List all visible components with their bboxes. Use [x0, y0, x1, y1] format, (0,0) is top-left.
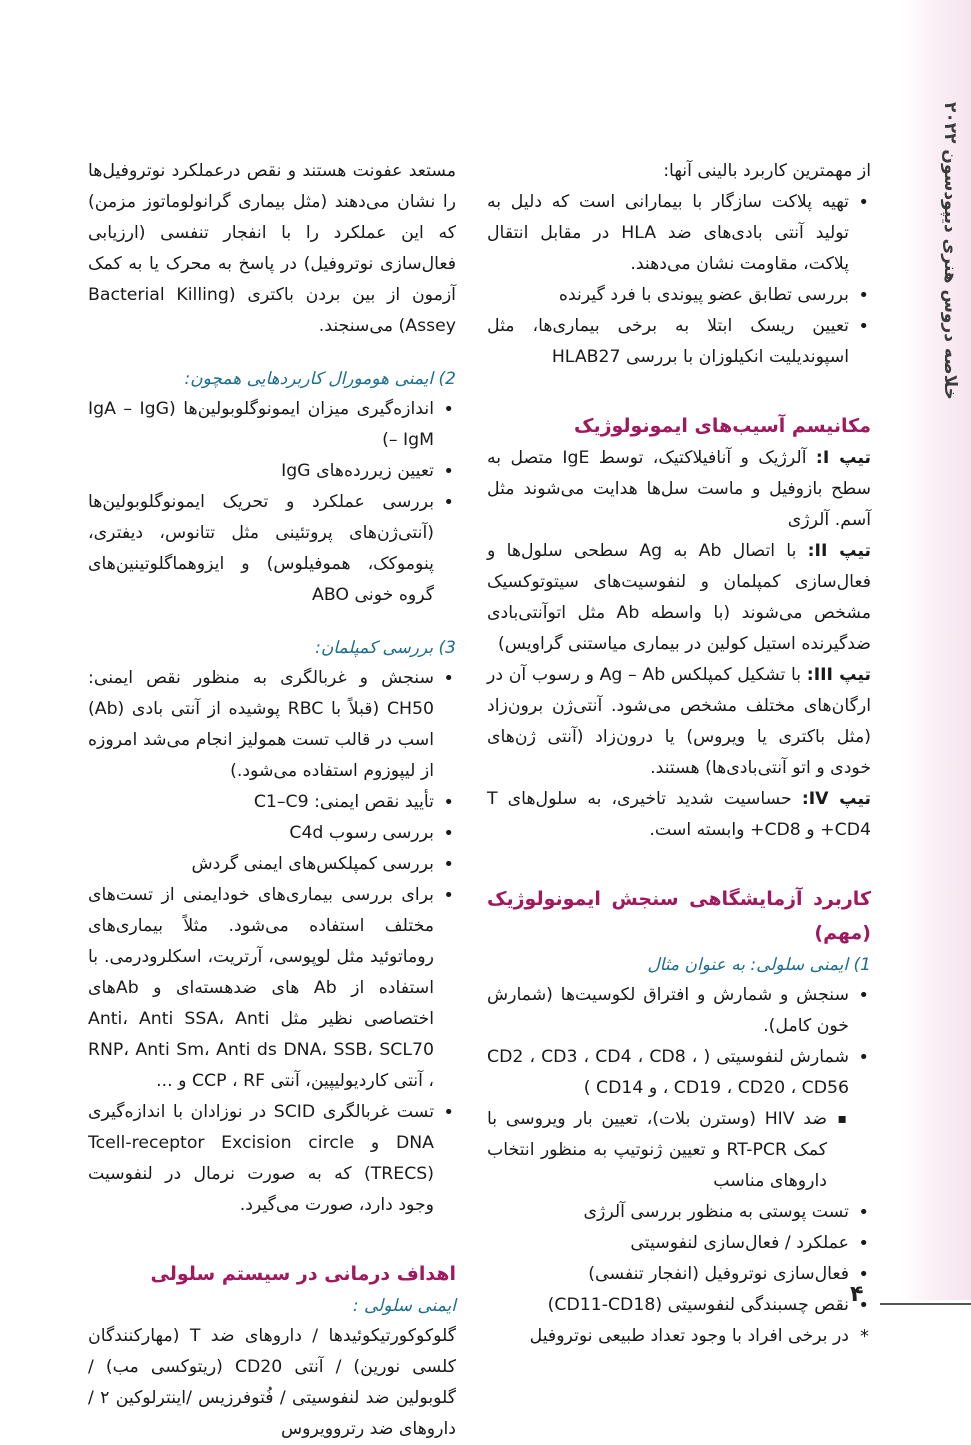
list-item: • اندازه‌گیری میزان ایمونوگلوبولین‌ها (IgA – IgG – IgM) [88, 394, 434, 456]
subheading-therapy: ایمنی سلولی : [352, 1296, 456, 1316]
type-text: آلرژیک و آنافیلاکتیک، توسط IgE متصل به سطح بازوفیل و ماست سل‌ها هدایت می‌شوند مثل آسم. آلرژی [487, 448, 871, 530]
list-item: * در برخی افراد با وجود تعداد طبیعی نوتروفیل [487, 1321, 849, 1352]
type-text: با اتصال Ab به Ag سطحی سلول‌ها و فعال‌سازی کمپلمان و لنفوسیت‌های سیتوتوکسیک مشخص می‌شوند (با واسطه Ab مثل اتوآنتی‌بادی ضدگیرنده استیل کولین در بیماری میاستنی گراویس) [487, 541, 871, 654]
therapy-text: گلوکوکورتیکوئیدها / داروهای ضد T (مهارکنندگان کلسی نورین) / آنتی CD20 (ریتوکسی مب) / گلوبولین ضد لنفوسیتی / فُتوفرزیس /اینترلوکین ۲ / داروهای ضد رتروویروس [88, 1326, 457, 1439]
list-item: • تست غربالگری SCID در نوزادان با اندازه‌گیری DNA و Tcell-receptor Excision circle (TRECS) که به صورت نرمال در لنفوسیت وجود دارد، صورت می‌گیرد. [88, 1097, 434, 1221]
running-title: خلاصه دروس هنری دیپودسون ۲۰۲۲ [940, 102, 960, 400]
list-item: • برای بررسی بیماری‌های خودایمنی از تست‌های مختلف استفاده می‌شود. مثلاً بیماری‌های روماتوئید مثل لوپوسی، آرتریت، اسکلرودرمی. با استفاده از Ab های ضدهسته‌ای و Abهای اختصاصی نظیر مثل Anti، Anti SSA، Anti RNP، Anti Sm، Anti ds DNA، SSB، SCL70 ، آنتی کاردیولیپین، آنتی CCP ، RF و ... [88, 880, 434, 1097]
cellular-list [487, 980, 871, 1104]
list-item: • عملکرد / فعال‌سازی لنفوسیتی [487, 1228, 849, 1259]
list-item: • تهیه پلاکت سازگار با بیمارانی است که دلیل به تولید آنتی بادی‌های ضد HLA در مقابل انتقال پلاکت، مقاومت نشان می‌دهند. [487, 187, 849, 280]
type-paragraph [487, 536, 871, 660]
subheading-complement: 3) بررسی کمپلمان: [315, 638, 456, 658]
type-text: حساسیت شدید تاخیری، به سلول‌های T CD4+ و CD8+ وابسته است. [487, 789, 871, 840]
subheading-humoral: 2) ایمنی هومورال کاربردهایی همچون: [184, 369, 456, 389]
list-item: • تعیین زیررده‌های IgG [88, 456, 434, 487]
list-item: • شمارش لنفوسیتی ( CD2 ، CD3 ، CD4 ، CD8 ، CD19 ، CD20 ، CD56 ، و CD14 ) [487, 1042, 849, 1104]
right-column [487, 156, 871, 1352]
list-item: • فعال‌سازی نوتروفیل (انفجار تنفسی) [487, 1259, 849, 1290]
intro-text: از مهمترین کاربرد بالینی آنها: [663, 161, 871, 181]
type-paragraph [487, 660, 871, 784]
footer-rule [880, 1303, 971, 1305]
list-item: • بررسی تطابق عضو پیوندی با فرد گیرنده [487, 280, 849, 311]
list-item: • بررسی عملکرد و تحریک ایمونوگلوبولین‌ها (آنتی‌ژن‌های پروتئینی مثل تتانوس، دیفتری، پنوموکک، هموفیلوس) و ایزوهماگلوتینین‌های گروه خونی ABO [88, 487, 434, 611]
type-paragraph [487, 784, 871, 846]
list-item: • تست پوستی به منظور بررسی آلرژی [487, 1197, 849, 1228]
type-tag: تیپ I: [815, 448, 872, 468]
list-item: • تأیید نقص ایمنی: C1–C9 [88, 787, 434, 818]
list-item: ▪ ضد HIV (وسترن بلات)، تعیین بار ویروسی با کمک RT-PCR و تعیین ژنوتیپ به منظور انتخاب داروهای مناسب [487, 1104, 827, 1197]
section-heading-therapy: اهداف درمانی در سیستم سلولی [150, 1263, 456, 1285]
hiv-list [487, 1104, 871, 1197]
humoral-list [88, 394, 456, 611]
list-item: • بررسی رسوب C4d [88, 818, 434, 849]
type-text: با تشکیل کمپلکس Ag – Ab و رسوب آن در ارگان‌های مختلف مشخص می‌شود. آنتی‌ژن برون‌زاد (مثل باکتری یا ویروس) یا درون‌زاد (آنتی ژن‌های خودی و اتو آنتی‌بادی‌ها) هستند. [487, 665, 871, 778]
page-number: ۴ [850, 1282, 864, 1307]
list-item: • سنجش و غربالگری به منظور نقص ایمنی: CH50 (قبلاً با RBC پوشیده از آنتی بادی (Ab) اسب در قالب تست همولیز انجام می‌شد امروزه از لیپوزوم استفاده می‌شود.) [88, 663, 434, 787]
section-heading-mechanism: مکانیسم آسیب‌های ایمونولوژیک [573, 415, 871, 437]
cellular-list-2 [487, 1197, 871, 1352]
intro-list [487, 187, 871, 373]
type-tag: تیپ IV: [801, 789, 872, 809]
subheading-cellular: 1) ایمنی سلولی: به عنوان مثال [647, 955, 871, 975]
list-item: • تعیین ریسک ابتلا به برخی بیماری‌ها، مثل اسپوندیلیت انکیلوزان با بررسی HLAB27 [487, 311, 849, 373]
type-paragraph [487, 443, 871, 536]
type-tag: تیپ III: [806, 665, 872, 685]
list-item: • سنجش و شمارش و افتراق لکوسیت‌ها (شمارش خون کامل). [487, 980, 849, 1042]
left-column [88, 156, 456, 1445]
list-item: • نقص چسبندگی لنفوسیتی (CD11-CD18) [487, 1290, 849, 1321]
type-tag: تیپ II: [807, 541, 872, 561]
continuation-text: مستعد عفونت هستند و نقص درعملکرد نوتروفیل‌ها را نشان می‌دهند (مثل بیماری گرانولوماتوز مزمن) که این عملکرد را با انفجار تنفسی (ارزیابی فعال‌سازی نوتروفیل) در پاسخ به محرک یا به کمک آزمون از بین بردن باکتری (Bacterial Killing Assey) می‌سنجند. [88, 161, 456, 336]
list-item: • بررسی کمپلکس‌های ایمنی گردش [88, 849, 434, 880]
complement-list [88, 663, 456, 1221]
section-heading-lab: کاربرد آزمایشگاهی سنجش ایمونولوژیک (مهم) [487, 888, 871, 944]
